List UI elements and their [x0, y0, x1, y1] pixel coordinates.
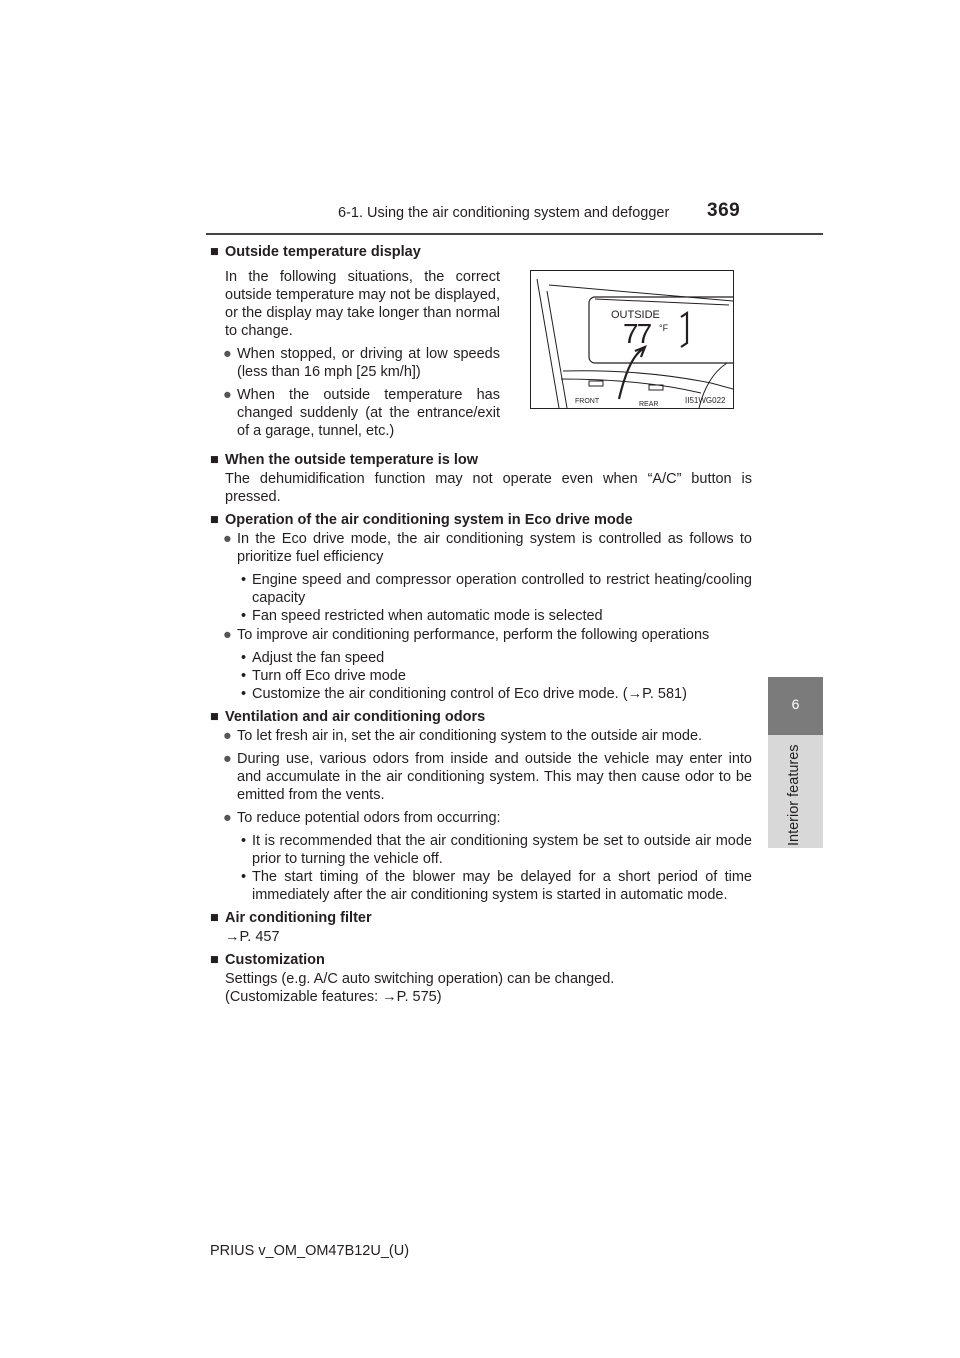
- list-item: ● During use, various odors from inside and outside the vehicle may enter into and accumulate in the air conditioning system. This may then cause odor to be emitted from the vents.: [223, 751, 752, 803]
- circle-bullet-icon: ●: [223, 728, 232, 744]
- section-filter: [210, 909, 752, 946]
- temperature-value: 77: [623, 318, 651, 349]
- list-item: ● To improve air conditioning performance, perform the following operations: [223, 627, 710, 643]
- rear-label: REAR: [639, 401, 659, 408]
- front-label: FRONT: [575, 398, 600, 405]
- circle-bullet-icon: ●: [223, 531, 232, 547]
- square-bullet-icon: ■: [210, 512, 219, 528]
- header-divider: [206, 233, 823, 235]
- section-title: Customization: [225, 952, 325, 968]
- sub-list-item: • Customize the air conditioning control of Eco drive mode. (→P. 581): [241, 686, 687, 702]
- paragraph: The dehumidification function may not operate even when “A/C” button is pressed.: [225, 471, 752, 505]
- circle-bullet-icon: ●: [223, 346, 232, 362]
- chapter-label: Interior features: [786, 744, 802, 846]
- circle-bullet-icon: ●: [223, 810, 232, 826]
- section-title: Air conditioning filter: [225, 910, 372, 926]
- paragraph: (Customizable features: →P. 575): [225, 989, 442, 1005]
- list-item: ● To reduce potential odors from occurring:: [223, 810, 501, 826]
- list-item: ● When the outside temperature has changed suddenly (at the entrance/exit of a garage, tunnel, etc.): [223, 387, 500, 439]
- square-bullet-icon: ■: [210, 952, 219, 968]
- sub-list-item: • Engine speed and compressor operation controlled to restrict heating/cooling capacity: [241, 572, 752, 606]
- footer-document-code: PRIUS v_OM_OM47B12U_(U): [210, 1243, 410, 1259]
- square-bullet-icon: ■: [210, 244, 219, 260]
- list-item: ● When stopped, or driving at low speeds (less than 16 mph [25 km/h]): [223, 346, 500, 380]
- figure-code: II51WG022: [685, 396, 726, 405]
- page-content: [210, 243, 752, 1011]
- section-eco: [210, 511, 752, 703]
- sub-list-item: • The start timing of the blower may be delayed for a short period of time immediately after the air conditioning system is started in automatic mode.: [241, 869, 752, 903]
- section-outside-temp: [210, 243, 752, 440]
- sub-list-item: • Adjust the fan speed: [241, 650, 385, 666]
- paragraph: In the following situations, the correct outside temperature may not be displayed, or the display may take longer than normal to change.: [225, 269, 500, 339]
- circle-bullet-icon: ●: [223, 627, 232, 643]
- section-title: Outside temperature display: [225, 244, 421, 260]
- sub-list-item: • Turn off Eco drive mode: [241, 668, 406, 684]
- square-bullet-icon: ■: [210, 709, 219, 725]
- list-item: ● In the Eco drive mode, the air conditioning system is controlled as follows to prioritize fuel efficiency: [223, 531, 752, 565]
- section-title: When the outside temperature is low: [225, 452, 478, 468]
- outside-label: OUTSIDE: [611, 309, 660, 321]
- section-odors: [210, 708, 752, 904]
- header-section-title: 6-1. Using the air conditioning system and defogger: [338, 205, 670, 221]
- paragraph: Settings (e.g. A/C auto switching operation) can be changed.: [225, 971, 615, 987]
- page-reference: →P. 457: [225, 929, 280, 945]
- circle-bullet-icon: ●: [223, 751, 232, 767]
- chapter-tab: [768, 677, 823, 735]
- square-bullet-icon: ■: [210, 452, 219, 468]
- sub-list-item: • Fan speed restricted when automatic mode is selected: [241, 608, 603, 624]
- section-title: Ventilation and air conditioning odors: [225, 709, 486, 725]
- square-bullet-icon: ■: [210, 910, 219, 926]
- list-item: ● To let fresh air in, set the air conditioning system to the outside air mode.: [223, 728, 703, 744]
- section-title: Operation of the air conditioning system in Eco drive mode: [225, 512, 633, 528]
- chapter-number: 6: [791, 696, 800, 712]
- temperature-unit: °F: [659, 323, 669, 333]
- section-customization: [210, 951, 752, 1006]
- sub-list-item: • It is recommended that the air conditioning system be set to outside air mode prior to turning the vehicle off.: [241, 833, 752, 867]
- circle-bullet-icon: ●: [223, 387, 232, 403]
- section-low-temp: [210, 451, 752, 506]
- page-number: 369: [707, 200, 741, 221]
